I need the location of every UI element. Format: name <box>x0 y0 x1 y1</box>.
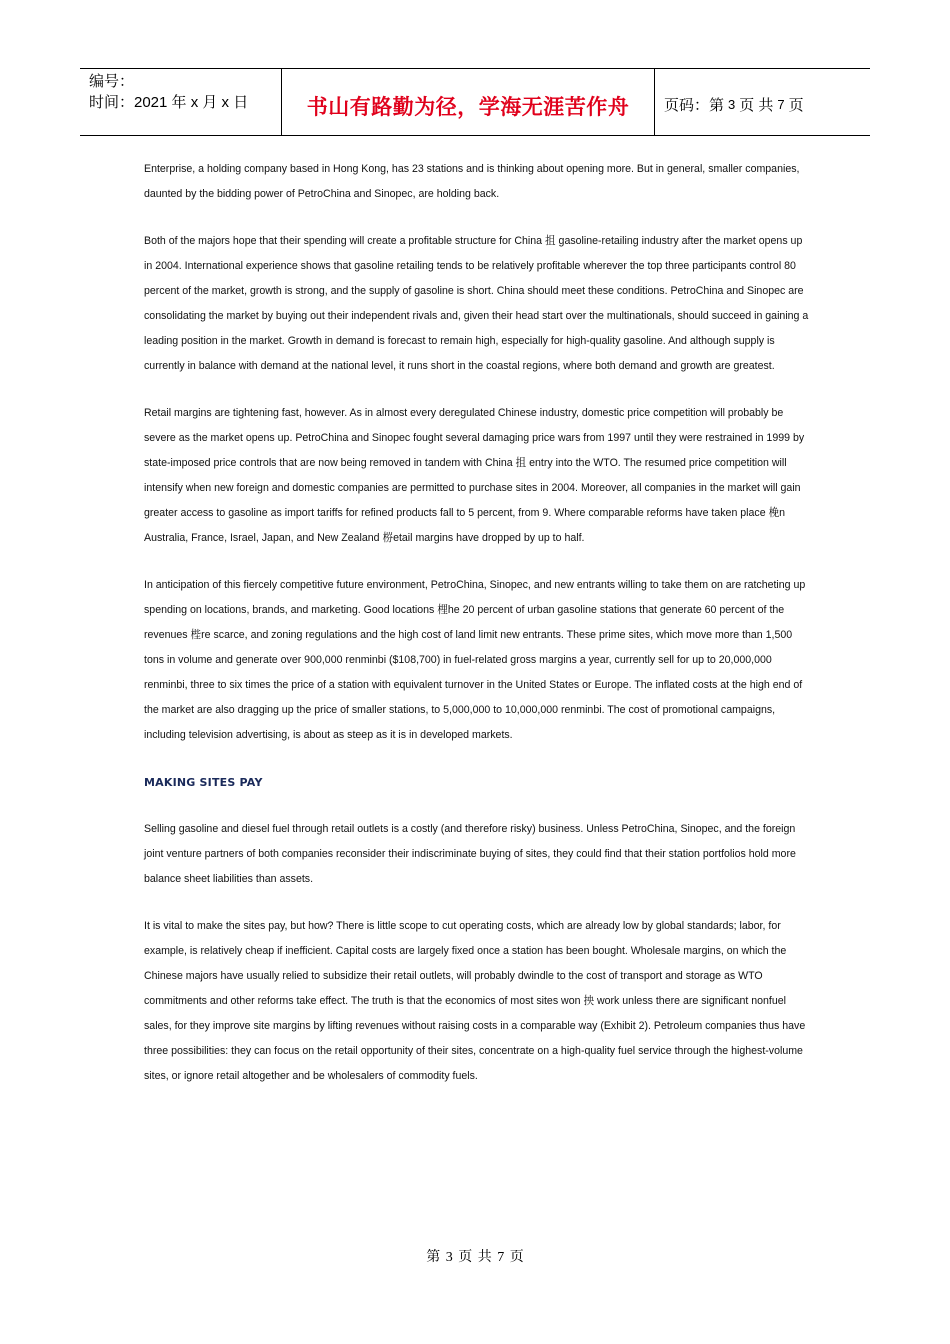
page-header <box>80 68 870 136</box>
document-number-label: 编号： <box>89 73 135 90</box>
article-body <box>144 157 812 1111</box>
page-mid: 页 共 <box>739 96 774 114</box>
header-meta <box>80 69 281 135</box>
header-page-indicator <box>655 69 870 135</box>
page-prefix: 页码：第 <box>664 96 725 114</box>
paragraph: Enterprise, a holding company based in Hong Kong, has 23 stations and is thinking about opening more. But in general, smaller companies, daunted by the bidding power of PetroChina and Sinopec, are holding back. <box>144 163 800 200</box>
page-suffix: 页 <box>788 96 804 114</box>
section-heading: MAKING SITES PAY <box>144 776 263 789</box>
paragraph: Retail margins are tightening fast, however. As in almost every deregulated Chinese industry, domestic price competition will probably be severe as the market opens up. PetroChina and Sinopec fought several damaging price wars from 1997 until they were restrained in 1999 by state-imposed price controls that are now being removed in tandem with China 抯 entry into the WTO. The resumed price competition will intensify when new foreign and domestic companies are permitted to purchase sites in 2004. Moreover, all companies in the market will gain greater access to gasoline as import tariffs for refined products fall to 5 percent, from 9. Where comparable reforms have taken place 梚n Australia, France, Israel, Japan, and New Zealand 梤etail margins have dropped by up to half. <box>144 407 805 544</box>
paragraph: In anticipation of this fiercely competitive future environment, PetroChina, Sinopec, and new entrants willing to take them on are ratcheting up spending on locations, brands, and marketing. Good locations 梩he 20 percent of urban gasoline stations that generate 60 percent of the revenues 梐re scarce, and zoning regulations and the high cost of land limit new entrants. These prime sites, which move more than 1,500 tons in volume and generate over 900,000 renminbi ($108,700) in fuel-related gross margins a year, currently sell for up to 20,000,000 renminbi, three to six times the price of a station with equivalent turnover in the United States or Europe. The inflated costs at the high end of the market are also dragging up the price of smaller stations, to 5,000,000 to 10,000,000 renminbi. The cost of promotional campaigns, including television advertising, is about as steep as it is in developed markets. <box>144 579 806 741</box>
page-current: 3 <box>728 96 736 112</box>
header-motto: 书山有路勤为径，学海无涯苦作舟 <box>281 69 655 135</box>
page-total: 7 <box>777 96 785 112</box>
paragraph: Both of the majors hope that their spending will create a profitable structure for China 抯 gasoline-retailing industry after the market opens up in 2004. International experience shows that gasoline retailing tends to be relatively profitable wherever the top three participants control 80 percent of the market, growth is strong, and the supply of gasoline is short. China should meet these conditions. PetroChina and Sinopec are consolidating the market by buying out their independent rivals and, given their head start over the multinationals, should succeed in gaining a leading position in the market. Growth in demand is forecast to remain high, especially for high-quality gasoline. And although supply is currently in balance with demand at the national level, it runs short in the coastal regions, where both demand and growth are greatest. <box>144 235 809 372</box>
paragraph: Selling gasoline and diesel fuel through retail outlets is a costly (and therefore risky) business. Unless PetroChina, Sinopec, and the foreign joint venture partners of both companies reconsider their indiscriminate buying of sites, they could find that their station portfolios hold more balance sheet liabilities than assets. <box>144 823 796 885</box>
paragraph: It is vital to make the sites pay, but how? There is little scope to cut operating costs, which are already low by global standards; labor, for example, is relatively cheap if inefficient. Capital costs are largely fixed once a station has been bought. Wholesale margins, on which the Chinese majors have usually relied to subsidize their retail outlets, will probably dwindle to the cost of transport and storage as WTO commitments and other reforms take effect. The truth is that the economics of most sites won 抰 work unless there are significant nonfuel sales, for they improve site margins by lifting revenues without raising costs in a comparable way (Exhibit 2). Petroleum companies thus have three possibilities: they can focus on the retail opportunity of their sites, concentrate on a high-quality fuel service through the highest-volume sites, or ignore retail altogether and be wholesalers of commodity fuels. <box>144 920 806 1082</box>
page-footer: 第 3 页 共 7 页 <box>426 1250 524 1265</box>
document-date: 时间：2021 年 x 月 x 日 <box>89 94 249 111</box>
